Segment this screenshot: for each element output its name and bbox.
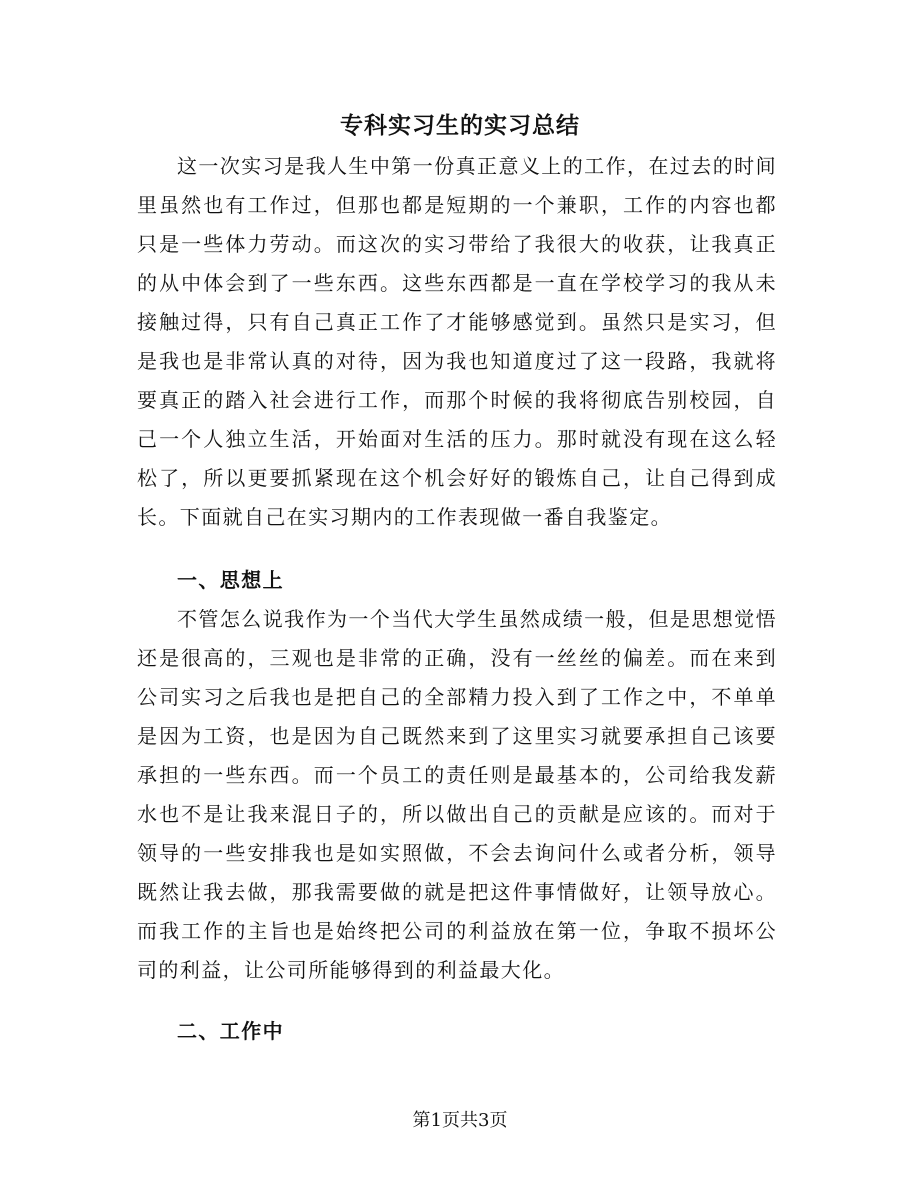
section-heading-text: 二、工作中 [177,1019,284,1043]
section-heading-work [137,1012,777,1051]
paragraph-text: 不管怎么说我作为一个当代大学生虽然成绩一般，但是思想觉悟还是很高的，三观也是非常的正确，没有一丝丝的偏差。而在来到公司实习之后我也是把自己的全部精力投入到了工作之中，不单单是因为工资，也是因为自己既然来到了这里实习就要承担自己该要承担的一些东西。而一个员工的责任则是最基本的，公司给我发薪水也不是让我来混日子的，所以做出自己的贡献是应该的。而对于领导的一些安排我也是如实照做，不会去询问什么或者分析，领导既然让我去做，那我需要做的就是把这件事情做好，让领导放心。而我工作的主旨也是始终把公司的利益放在第一位，争取不损坏公司的利益，让公司所能够得到的利益最大化。 [137,607,777,982]
page-indicator: 第1页共3页 [412,1110,508,1131]
document-title: 专科实习生的实习总结 [340,112,580,139]
paragraph-intro [137,147,777,537]
section-heading-text: 一、思想上 [177,568,284,592]
paragraph-text: 这一次实习是我人生中第一份真正意义上的工作，在过去的时间里虽然也有工作过，但那也都是短期的一个兼职，工作的内容也都只是一些体力劳动。而这次的实习带给了我很大的收获，让我真正的从中体会到了一些东西。这些东西都是一直在学校学习的我从未接触过得，只有自己真正工作了才能够感觉到。虽然只是实习，但是我也是非常认真的对待，因为我也知道度过了这一段路，我就将要真正的踏入社会进行工作，而那个时候的我将彻底告别校园，自己一个人独立生活，开始面对生活的压力。那时就没有现在这么轻松了，所以更要抓紧现在这个机会好好的锻炼自己，让自己得到成长。下面就自己在实习期内的工作表现做一番自我鉴定。 [137,154,777,529]
section-heading-thought [137,561,777,600]
paragraph-thought [137,600,777,990]
